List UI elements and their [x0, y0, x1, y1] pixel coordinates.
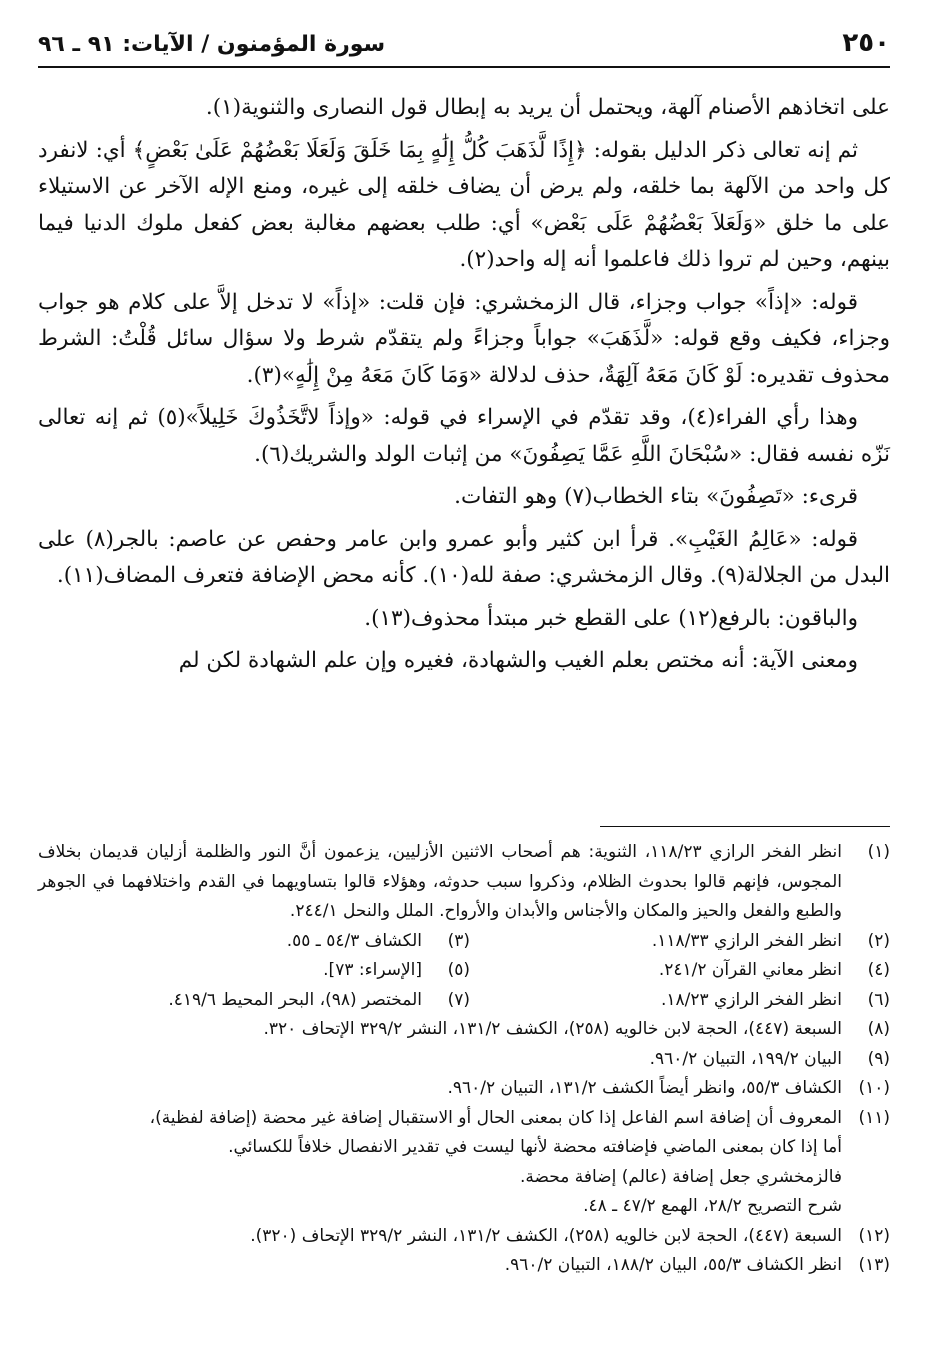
footnote-number: (٥): [447, 960, 470, 980]
footnote-text: السبعة (٤٤٧)، الحجة لابن خالويه (٢٥٨)، الكشف ١٣١/٢، النشر ٣٢٩/٢ الإتحاف ٣٢٠.: [263, 1019, 842, 1039]
footnote: [50, 986, 470, 1016]
footnote-text: انظر الفخر الرازي ١١٨/٢٣، الثنوية: هم أصحاب الاثنين الأزليين، يزعمون أنَّ النور والظلمة أزليان قديمان بخلاف المجوس، فإنهم قالوا بحدوث الظلام، وذكروا سبب حدوثه، وهؤلاء قالوا بتساويهما في القدم واختلافهما في الجوهر والطبع والفعل والحيز والمكان والأجناس والأبدان والأرواح. الملل والنحل ٢٤٤/١.: [38, 842, 842, 921]
running-title: سورة المؤمنون / الآيات: ٩١ ـ ٩٦: [38, 32, 386, 57]
paragraph: وهذا رأي الفراء(٤)، وقد تقدّم في الإسراء في قوله: «وإذاً لاتَّخَذُوكَ خَلِيلاً»(٥) ثم إنه تعالى نَزّه نفسه فقال: «سُبْحَانَ اللَّهِ عَمَّا يَصِفُونَ» من إثبات الولد والشريك(٦).: [38, 405, 890, 467]
paragraph: ومعنى الآية: أنه مختص بعلم الغيب والشهادة، فغيره وإن علم الشهادة لكن لم: [178, 648, 858, 673]
footnote-number: (١٢): [858, 1225, 890, 1246]
paragraph: قوله: «إذاً» جواب وجزاء، قال الزمخشري: فإن قلت: «إذاً» لا تدخل إلاَّ على كلام هو جواب وجزاء، فكيف وقع قوله: «لَّذَهَبَ» جواباً وجزاءً ولم يتقدّم شرط ولا سؤال سائل قُلْتُ: الشرط محذوف تقديره: لَوْ كَانَ مَعَهُ آلِهَةٌ، حذف لدلالة «وَمَا كَانَ مَعَهُ مِنْ إِلَٰهٍ»(٣).: [38, 289, 890, 388]
footnote-number: (٨): [867, 1019, 890, 1039]
page-header: [38, 26, 890, 68]
footnote: [38, 1074, 890, 1104]
footnote-continuation: شرح التصريح ٢٨/٢، الهمع ٤٧/٢ ـ ٤٨.: [583, 1196, 842, 1216]
footnote-text: انظر الكشاف ٥٥/٣، البيان ١٨٨/٢، التبيان ٩٦٠/٢.: [504, 1255, 842, 1275]
footnote-text: الكشاف ٥٤/٣ ـ ٥٥.: [286, 930, 422, 951]
book-page: [38, 26, 890, 1346]
footnote-text: انظر الفخر الرازي ١٨/٢٣.: [660, 989, 842, 1010]
footnote: [50, 927, 470, 957]
footnote-number: (٣): [447, 930, 470, 951]
footnote-number: (١٠): [858, 1078, 890, 1098]
footnote-text: انظر الفخر الرازي ١١٨/٣٣.: [651, 930, 842, 951]
page-number: ٢٥٠: [842, 28, 890, 58]
paragraph: قوله: «عَالِمُ الغَيْبِ». قرأ ابن كثير وأبو عمرو وابن عامر وحفص عن عاصم: بالجر(٨) على البدل من الجلالة(٩). وقال الزمخشري: صفة لله(١٠). كأنه محض الإضافة فتعرف المضاف(١١).: [38, 526, 890, 588]
footnote-number: (١١): [858, 1107, 890, 1128]
paragraph: والباقون: بالرفع(١٢) على القطع خبر مبتدأ محذوف(١٣).: [364, 605, 858, 631]
footnote-pair: [38, 986, 890, 1016]
footnote: [38, 1104, 890, 1134]
footnote-pair: [38, 956, 890, 986]
footnote-number: (٤): [867, 960, 890, 980]
footnote-pair: [38, 927, 890, 957]
footnote-text: البيان ١٩٩/٢، التبيان ٩٦٠/٢.: [649, 1048, 842, 1069]
footnote-text: الكشاف ٥٥/٣، وانظر أيضاً الكشف ١٣١/٢، التبيان ٩٦٠/٢.: [447, 1078, 842, 1098]
footnote-continuation: أما إذا كان بمعنى الماضي فإضافته محضة لأنها ليست في تقدير الانفصال خلافاً للكسائي.: [228, 1137, 842, 1157]
footnote-number: (١): [867, 842, 890, 862]
footnote-text: [الإسراء: ٧٣].: [323, 960, 422, 980]
footnote: [38, 838, 890, 927]
footnote: [38, 1045, 890, 1075]
footnote: [38, 1015, 890, 1045]
footnote-separator: [600, 826, 890, 827]
paragraph: ثم إنه تعالى ذكر الدليل بقوله: ﴿إِذًا لَّذَهَبَ كُلُّ إِلَٰهٍ بِمَا خَلَقَ وَلَعَلَا بَعْضُهُمْ عَلَىٰ بَعْضٍ﴾ أي: لانفرد كل واحد من الآلهة بما خلقه، ولم يرض أن يضاف خلقه إلى غيره، ومنع الإله الآخر عن الاستيلاء على ما خلق «وَلَعَلاَ بَعْضُهُمْ عَلَى بَعْض» أي: طلب بعضهم مغالبة بعض كفعل ملوك الدنيا فيما بينهم، وحين لم تروا ذلك فاعلموا أنه إله واحد(٢).: [38, 137, 890, 272]
footnote-number: (٢): [867, 930, 890, 951]
footnote-number: (١٣): [858, 1255, 890, 1275]
footnote-number: (٧): [447, 989, 470, 1010]
footnote-number: (٩): [867, 1048, 890, 1069]
footnote-text: السبعة (٤٤٧)، الحجة لابن خالويه (٢٥٨)، الكشف ١٣١/٢، النشر ٣٢٩/٢ الإتحاف (٣٢٠).: [250, 1225, 842, 1246]
footnote-text: المعروف أن إضافة اسم الفاعل إذا كان بمعنى الحال أو الاستقبال إضافة غير محضة (إضافة لفظية)،: [149, 1107, 842, 1128]
footnotes: [38, 838, 890, 1281]
footnote-number: (٦): [867, 989, 890, 1010]
footnote-text: المختصر (٩٨)، البحر المحيط ٤١٩/٦.: [168, 989, 422, 1010]
main-text: [38, 90, 890, 686]
footnote-continuation: فالزمخشري جعل إضافة (عالم) إضافة محضة.: [520, 1166, 842, 1187]
footnote: [470, 986, 890, 1016]
footnote-text: انظر معاني القرآن ٢٤١/٢.: [658, 960, 842, 980]
footnote: [38, 1222, 890, 1252]
footnote: [50, 956, 470, 986]
footnote: [470, 956, 890, 986]
footnote: [38, 1251, 890, 1281]
paragraph: قرىء: «تَصِفُونَ» بتاء الخطاب(٧) وهو التفات.: [454, 484, 858, 509]
footnote: [470, 927, 890, 957]
paragraph: على اتخاذهم الأصنام آلهة، ويحتمل أن يريد به إبطال قول النصارى والثنوية(١).: [205, 95, 890, 120]
